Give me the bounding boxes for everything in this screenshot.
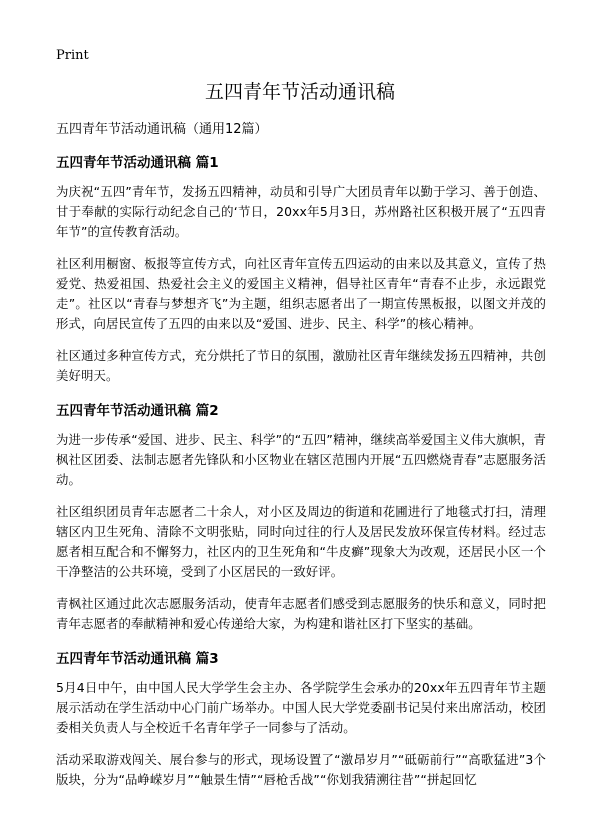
paragraph: 社区组织团员青年志愿者二十余人，对小区及周边的街道和花圃进行了地毯式打扫，清理辖区内卫生死角、清除不文明张贴，同时向过往的行人及居民发放环保宣传材料。经过志愿者相互配合和不懈努力，社区内的卫生死角和“牛皮癣”现象大为改观，还居民小区一个干净整洁的公共环境，受到了小区居民的一致好评。 [56, 504, 546, 579]
paragraph: 为庆祝“五四”青年节，发扬五四精神，动员和引导广大团员青年以勤于学习、善于创造、甘于奉献的实际行动纪念自己的‘节日，20xx年5月3日，苏州路社区积极开展了“五四青年节”的宣传教育活动。 [56, 184, 546, 239]
paragraph: 5月4日中午，由中国人民大学学生会主办、各学院学生会承办的20xx年五四青年节主题展示活动在学生活动中心门前广场举办。中国人民大学党委副书记吴付来出席活动，校团委相关负责人与全校近千名青年学子一同参与了活动。 [56, 680, 546, 735]
section-3 [56, 650, 546, 790]
page-title: 五四青年节活动通讯稿 [204, 81, 395, 103]
paragraph: 活动采取游戏闯关、展台参与的形式，现场设置了“激昂岁月”“砥砺前行”“高歌猛进”3个版块，分为“品峥嵘岁月”“触景生情”“唇枪舌战”“你划我猜溯往昔”“拼起回忆 [56, 752, 546, 787]
paragraph: 为进一步传承“爱国、进步、民主、科学”的“五四”精神，继续高举爱国主义伟大旗帜，青枫社区团委、法制志愿者先锋队和小区物业在辖区范围内开展“五四燃烧青春”志愿服务活动。 [56, 432, 546, 487]
print-label: Print [56, 48, 89, 63]
paragraph: 社区利用橱窗、板报等宣传方式，向社区青年宣传五四运动的由来以及其意义，宣传了热爱党、热爱祖国、热爱社会主义的爱国主义精神，倡导社区青年“青春不止步，永远跟党走”。社区以“青春与梦想齐飞”为主题，组织志愿者出了一期宣传黑板报，以图文并茂的形式，向居民宣传了五四的由来以及“爱国、进步、民主、科学”的核心精神。 [56, 256, 546, 331]
section-1 [56, 154, 546, 386]
section-heading: 五四青年节活动通讯稿 篇3 [56, 651, 219, 667]
section-2 [56, 402, 546, 634]
section-heading: 五四青年节活动通讯稿 篇2 [56, 403, 219, 419]
document-subtitle: 五四青年节活动通讯稿（通用12篇） [56, 122, 268, 137]
paragraph: 社区通过多种宣传方式，充分烘托了节日的氛围，激励社区青年继续发扬五四精神，共创美好明天。 [56, 348, 546, 383]
section-heading: 五四青年节活动通讯稿 篇1 [56, 155, 219, 171]
document-body [56, 122, 546, 802]
paragraph: 青枫社区通过此次志愿服务活动，使青年志愿者们感受到志愿服务的快乐和意义，同时把青年志愿者的奉献精神和爱心传递给大家，为构建和谐社区打下坚实的基础。 [56, 596, 546, 631]
